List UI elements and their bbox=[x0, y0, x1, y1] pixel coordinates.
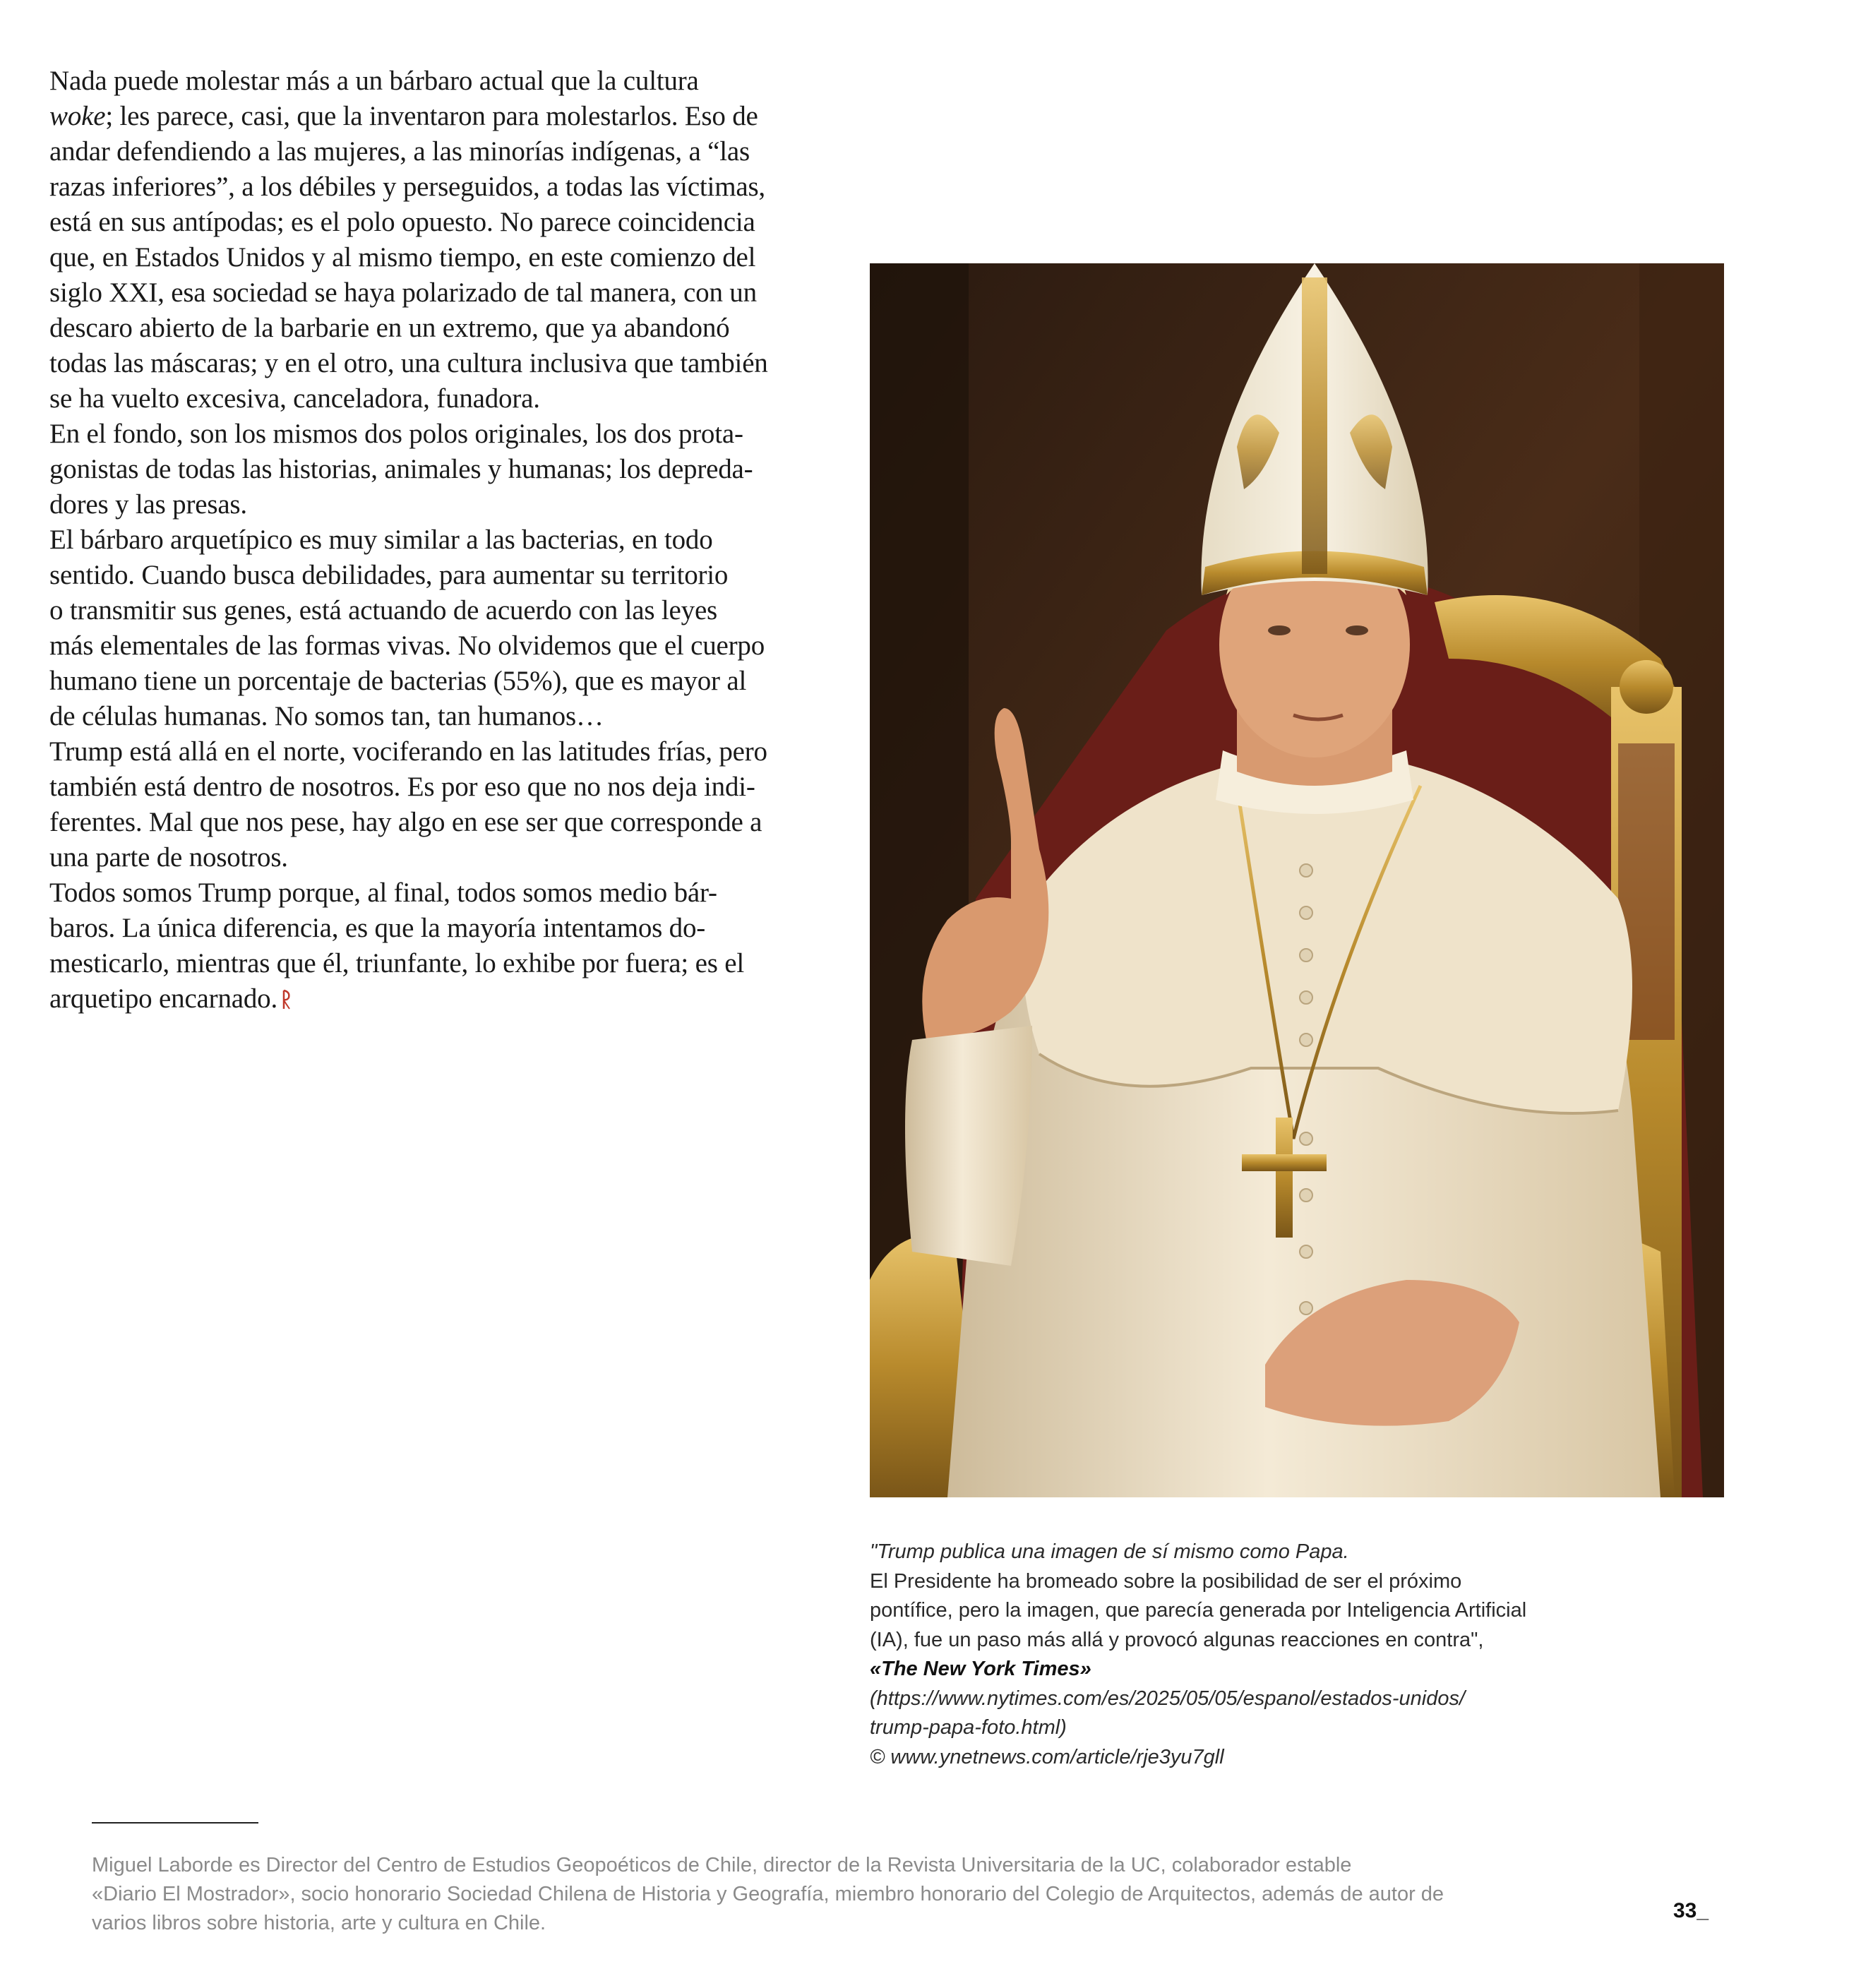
text-line: está en sus antípodas; es el polo opuesto. No parece coincidencia bbox=[49, 207, 755, 237]
caption-source: «The New York Times» bbox=[870, 1658, 1091, 1680]
paragraph-3 bbox=[49, 522, 837, 734]
text-line: más elementales de las formas vivas. No olvidemos que el cuerpo bbox=[49, 630, 765, 661]
text-line: sentido. Cuando busca debilidades, para aumentar su territorio bbox=[49, 560, 729, 590]
footnote-divider bbox=[92, 1822, 258, 1824]
text-line: Trump está allá en el norte, vociferando en las latitudes frías, pero bbox=[49, 736, 767, 767]
caption-quote-line: "Trump publica una imagen de sí mismo como Papa. bbox=[870, 1540, 1349, 1563]
end-of-article-icon bbox=[282, 989, 292, 1010]
text-line: descaro abierto de la barbarie en un extremo, que ya abandonó bbox=[49, 313, 730, 343]
paragraph-4 bbox=[49, 734, 837, 875]
footnote-line: varios libros sobre historia, arte y cultura en Chile. bbox=[92, 1912, 546, 1934]
text-line: se ha vuelto excesiva, canceladora, funadora. bbox=[49, 383, 540, 414]
text-line: gonistas de todas las historias, animales y humanas; los depreda- bbox=[49, 454, 753, 484]
caption-url-line: trump-papa-foto.html) bbox=[870, 1716, 1067, 1739]
text-line: Todos somos Trump porque, al final, todos somos medio bár- bbox=[49, 878, 717, 908]
text-line: de células humanas. No somos tan, tan humanos… bbox=[49, 701, 604, 731]
caption-url-line: (https://www.nytimes.com/es/2025/05/05/espanol/estados-unidos/ bbox=[870, 1687, 1466, 1710]
text-line: también está dentro de nosotros. Es por eso que no nos deja indi- bbox=[49, 772, 755, 802]
text-line: andar defendiendo a las mujeres, a las minorías indígenas, a “las bbox=[49, 136, 750, 167]
italic-word: woke bbox=[49, 101, 106, 131]
footnote-line: «Diario El Mostrador», socio honorario Sociedad Chilena de Historia y Geografía, miembro honorario del Colegio de Arquitectos, además de autor de bbox=[92, 1883, 1444, 1905]
footnote-line: Miguel Laborde es Director del Centro de Estudios Geopoéticos de Chile, director de la Revista Universitaria de la UC, colaborador estable bbox=[92, 1854, 1352, 1876]
pope-trump-photo bbox=[870, 263, 1724, 1497]
text-line: una parte de nosotros. bbox=[49, 842, 288, 873]
paragraph-5 bbox=[49, 875, 837, 1017]
photo-illustration bbox=[870, 263, 1724, 1497]
caption-quote-line: El Presidente ha bromeado sobre la posibilidad de ser el próximo bbox=[870, 1569, 1462, 1593]
caption-quote-line: pontífice, pero la imagen, que parecía generada por Inteligencia Artificial bbox=[870, 1599, 1527, 1622]
page-number: 33_ bbox=[1673, 1899, 1709, 1922]
paragraph-2 bbox=[49, 417, 837, 522]
photo-caption bbox=[870, 1538, 1752, 1772]
text-line: que, en Estados Unidos y al mismo tiempo, en este comienzo del bbox=[49, 242, 756, 273]
text-line: dores y las presas. bbox=[49, 489, 247, 520]
text-line: o transmitir sus genes, está actuando de acuerdo con las leyes bbox=[49, 595, 718, 625]
text-line: ; les parece, casi, que la inventaron para molestarlos. Eso de bbox=[105, 101, 758, 131]
text-line: El bárbaro arquetípico es muy similar a las bacterias, en todo bbox=[49, 525, 713, 555]
article-body bbox=[49, 64, 837, 1017]
text-line: ferentes. Mal que nos pese, hay algo en ese ser que corresponde a bbox=[49, 807, 762, 837]
paragraph-1 bbox=[49, 64, 837, 417]
caption-quote-line: (IA), fue un paso más allá y provocó algunas reacciones en contra", bbox=[870, 1628, 1484, 1651]
caption-credit: © www.ynetnews.com/article/rje3yu7gll bbox=[870, 1745, 1224, 1768]
text-line: razas inferiores”, a los débiles y perseguidos, a todas las víctimas, bbox=[49, 172, 765, 202]
text-line: todas las máscaras; y en el otro, una cultura inclusiva que también bbox=[49, 348, 768, 378]
text-line: siglo XXI, esa sociedad se haya polarizado de tal manera, con un bbox=[49, 277, 757, 308]
text-line: arquetipo encarnado. bbox=[49, 983, 278, 1014]
text-line: humano tiene un porcentaje de bacterias (55%), que es mayor al bbox=[49, 666, 747, 696]
text-line: Nada puede molestar más a un bárbaro actual que la cultura bbox=[49, 66, 699, 96]
text-line: baros. La única diferencia, es que la mayoría intentamos do- bbox=[49, 913, 706, 943]
author-footnote bbox=[92, 1851, 1504, 1938]
text-line: mesticarlo, mientras que él, triunfante, lo exhibe por fuera; es el bbox=[49, 948, 744, 978]
text-line: En el fondo, son los mismos dos polos originales, los dos prota- bbox=[49, 419, 743, 449]
